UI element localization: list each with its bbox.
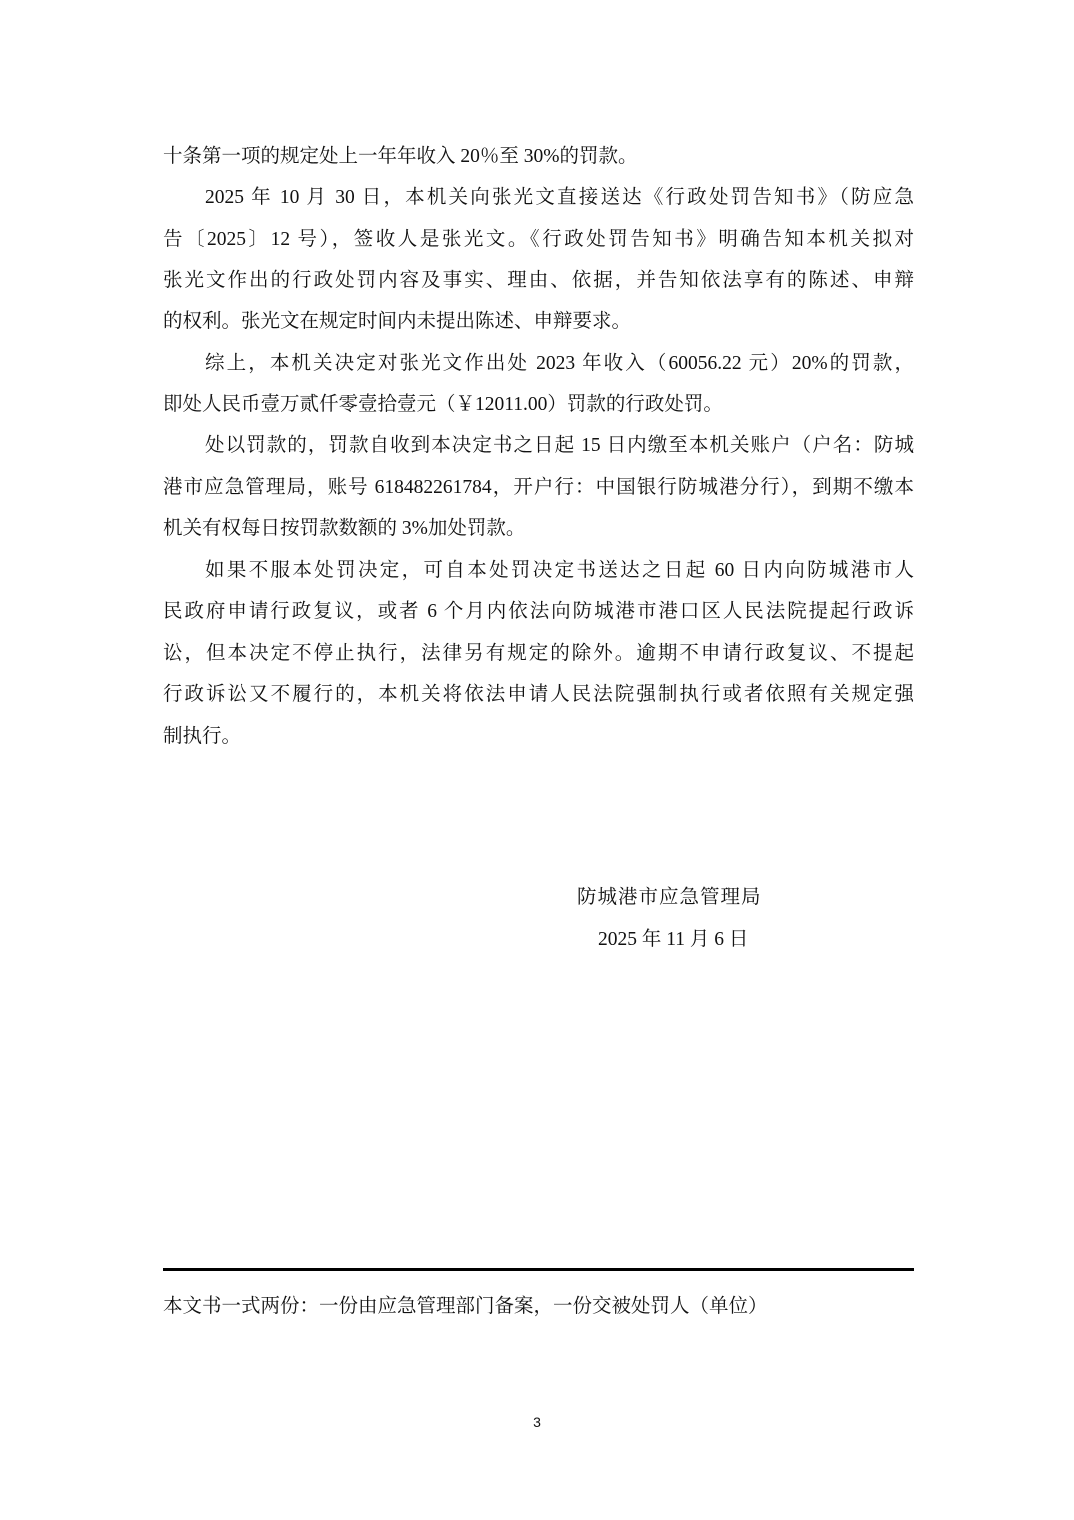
- paragraph-line: 行政诉讼又不履行的，本机关将依法申请人民法院强制执行或者依照有关规定强: [163, 684, 914, 705]
- page-number: 3: [533, 1414, 541, 1430]
- paragraph-line: 张光文作出的行政处罚内容及事实、理由、依据，并告知依法享有的陈述、申辩: [163, 270, 914, 291]
- paragraph-line: 2025 年 10 月 30 日，本机关向张光文直接送达《行政处罚告知书》（防应急: [205, 187, 914, 208]
- paragraph-line: 民政府申请行政复议，或者 6 个月内依法向防城港市港口区人民法院提起行政诉: [163, 601, 914, 622]
- paragraph-line: 十条第一项的规定处上一年年收入 20％至 30%的罚款。: [163, 146, 638, 167]
- paragraph-line: 制执行。: [163, 726, 242, 747]
- paragraph-line: 的权利。张光文在规定时间内未提出陈述、申辩要求。: [163, 311, 632, 332]
- paragraph-line: 机关有权每日按罚款数额的 3%加处罚款。: [163, 518, 526, 539]
- footer-note: 本文书一式两份：一份由应急管理部门备案，一份交被处罚人（单位）: [163, 1296, 768, 1317]
- footer-divider: [163, 1268, 914, 1271]
- paragraph-line: 处以罚款的，罚款自收到本决定书之日起 15 日内缴至本机关账户（户名：防城: [205, 435, 914, 456]
- issuing-organization: 防城港市应急管理局: [577, 887, 762, 908]
- paragraph-line: 即处人民币壹万贰仟零壹拾壹元（￥12011.00）罚款的行政处罚。: [163, 394, 723, 415]
- paragraph-line: 讼，但本决定不停止执行，法律另有规定的除外。逾期不申请行政复议、不提起: [163, 643, 914, 664]
- paragraph-line: 如果不服本处罚决定，可自本处罚决定书送达之日起 60 日内向防城港市人: [205, 560, 914, 581]
- paragraph-line: 港市应急管理局，账号 618482261784，开户行：中国银行防城港分行），到期不缴本: [163, 477, 914, 498]
- paragraph-line: 告〔2025〕12 号），签收人是张光文。《行政处罚告知书》明确告知本机关拟对: [163, 229, 914, 250]
- paragraph-line: 综上，本机关决定对张光文作出处 2023 年收入（60056.22 元）20%的罚款，: [205, 353, 914, 374]
- issue-date: 2025 年 11 月 6 日: [598, 929, 749, 950]
